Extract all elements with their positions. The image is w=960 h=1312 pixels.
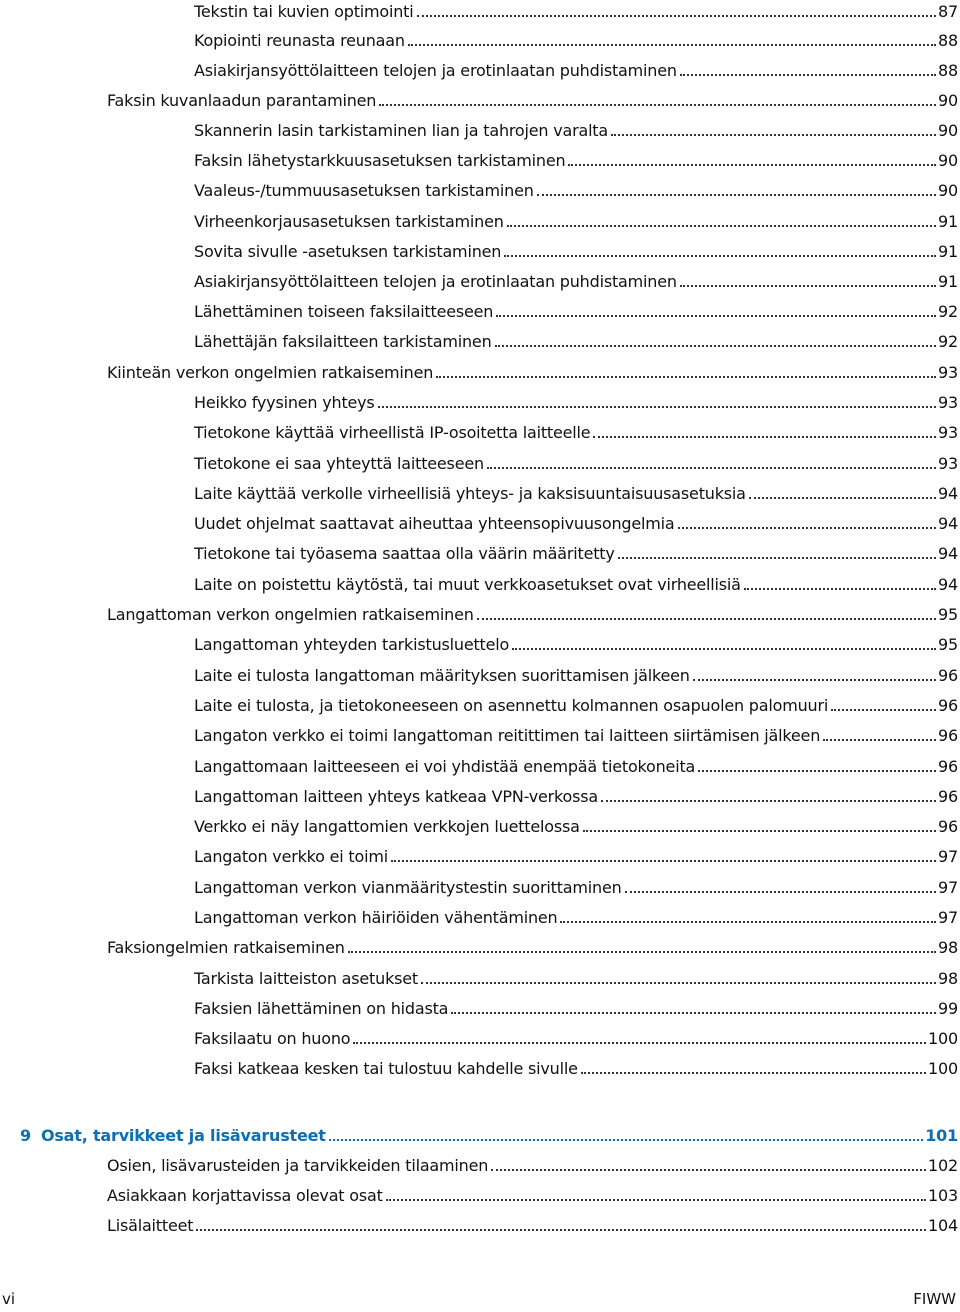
chapter-heading[interactable] xyxy=(20,1122,958,1148)
dot-leader xyxy=(831,709,936,711)
dot-leader xyxy=(496,315,936,317)
dot-leader xyxy=(378,406,936,408)
toc-entry[interactable] xyxy=(194,391,958,415)
toc-entry-page: 91 xyxy=(938,212,958,231)
toc-entry-page: 88 xyxy=(938,31,958,50)
dot-leader xyxy=(391,860,936,862)
dot-leader xyxy=(593,436,936,438)
dot-leader xyxy=(504,255,936,257)
toc-entry-title: Langattoman verkon vianmääritystestin suorittaminen xyxy=(194,878,622,897)
toc-entry-page: 104 xyxy=(928,1216,958,1235)
toc-entry-page: 96 xyxy=(938,757,958,776)
toc-entry-title: Vaaleus-/tummuusasetuksen tarkistaminen xyxy=(194,181,534,200)
toc-entry-page: 103 xyxy=(928,1186,958,1205)
toc-entry[interactable] xyxy=(194,29,958,53)
toc-entry-page: 93 xyxy=(938,423,958,442)
toc-entry[interactable] xyxy=(107,89,958,113)
dot-leader xyxy=(329,1139,923,1141)
toc-entry-title: Tietokone käyttää virheellistä IP-osoitetta laitteelle xyxy=(194,423,591,442)
dot-leader xyxy=(417,15,937,17)
chapter-number: 9 xyxy=(20,1125,31,1145)
toc-entry-page: 90 xyxy=(938,121,958,140)
toc-entry-page: 98 xyxy=(938,969,958,988)
toc-entry[interactable] xyxy=(194,876,958,900)
dot-leader xyxy=(568,164,936,166)
toc-entry-page: 96 xyxy=(938,726,958,745)
toc-entry-page: 96 xyxy=(938,666,958,685)
toc-entry[interactable] xyxy=(194,542,958,566)
dot-leader xyxy=(495,345,937,347)
toc-entry-page: 90 xyxy=(938,151,958,170)
toc-entry-page: 97 xyxy=(938,908,958,927)
dot-leader xyxy=(749,497,936,499)
toc-entry-title: Faksin lähetystarkkuusasetuksen tarkistaminen xyxy=(194,151,566,170)
toc-entry-title: Laite ei tulosta langattoman määrityksen suorittamisen jälkeen xyxy=(194,666,690,685)
toc-entry[interactable] xyxy=(194,482,958,506)
toc-entry[interactable] xyxy=(107,1154,958,1178)
toc-entry-title: Langattoman laitteen yhteys katkeaa VPN-verkossa xyxy=(194,787,599,806)
toc-entry-title: Langattomaan laitteeseen ei voi yhdistää enempää tietokoneita xyxy=(194,757,696,776)
toc-entry[interactable] xyxy=(194,967,958,991)
toc-entry[interactable] xyxy=(107,1184,958,1208)
dot-leader xyxy=(491,1169,926,1171)
dot-leader xyxy=(560,921,936,923)
toc-entry[interactable] xyxy=(107,936,958,960)
toc-entry-title: Lähettäminen toiseen faksilaitteeseen xyxy=(194,302,494,321)
toc-entry-page: 96 xyxy=(938,787,958,806)
toc-entry[interactable] xyxy=(194,664,958,688)
toc-entry-page: 87 xyxy=(938,2,958,21)
dot-leader xyxy=(693,679,936,681)
toc-entry-title: Faksilaatu on huono xyxy=(194,1029,351,1048)
toc-entry-title: Lähettäjän faksilaitteen tarkistaminen xyxy=(194,332,492,351)
toc-entry-page: 97 xyxy=(938,847,958,866)
toc-entry-title: Lisälaitteet xyxy=(107,1216,194,1235)
toc-entry-page: 91 xyxy=(938,272,958,291)
dot-leader xyxy=(408,44,936,46)
toc-entry-title: Tarkista laitteiston asetukset xyxy=(194,969,418,988)
dot-leader xyxy=(421,982,936,984)
toc-entry-page: 97 xyxy=(938,878,958,897)
toc-entry-title: Asiakkaan korjattavissa olevat osat xyxy=(107,1186,383,1205)
dot-leader xyxy=(487,467,936,469)
toc-entry-page: 99 xyxy=(938,999,958,1018)
toc-entry-title: Heikko fyysinen yhteys xyxy=(194,393,375,412)
dot-leader xyxy=(379,104,936,106)
toc-entry[interactable] xyxy=(194,210,958,234)
toc-entry[interactable] xyxy=(107,603,958,627)
dot-leader xyxy=(618,557,936,559)
footer-doc-code: FIWW xyxy=(913,1290,956,1308)
dot-leader xyxy=(386,1199,926,1201)
toc-entry-title: Langaton verkko ei toimi langattoman reitittimen tai laitteen siirtämisen jälkeen xyxy=(194,726,821,745)
toc-entry-page: 94 xyxy=(938,514,958,533)
dot-leader xyxy=(744,588,936,590)
toc-entry-page: 93 xyxy=(938,393,958,412)
footer-page-label: vi xyxy=(2,1290,16,1308)
toc-entry-title: Uudet ohjelmat saattavat aiheuttaa yhteensopivuusongelmia xyxy=(194,514,675,533)
toc-entry-title: Tietokone ei saa yhteyttä laitteeseen xyxy=(194,454,484,473)
toc-entry[interactable] xyxy=(194,452,958,476)
dot-leader xyxy=(507,225,936,227)
dot-leader xyxy=(348,951,936,953)
toc-entry-title: Tekstin tai kuvien optimointi xyxy=(194,2,414,21)
toc-entry-title: Skannerin lasin tarkistaminen lian ja tahrojen varalta xyxy=(194,121,608,140)
toc-entry-page: 94 xyxy=(938,484,958,503)
dot-leader xyxy=(601,800,936,802)
toc-entry-page: 96 xyxy=(938,817,958,836)
toc-entry-title: Laite ei tulosta, ja tietokoneeseen on asennettu kolmannen osapuolen palomuuri xyxy=(194,696,829,715)
toc-entry[interactable] xyxy=(194,724,958,748)
dot-leader xyxy=(625,891,937,893)
toc-entry[interactable] xyxy=(194,300,958,324)
toc-entry-title: Langattoman verkon häiriöiden vähentäminen xyxy=(194,908,558,927)
dot-leader xyxy=(581,1072,926,1074)
toc-entry-page: 88 xyxy=(938,61,958,80)
toc-entry[interactable] xyxy=(194,845,958,869)
toc-entry-title: Faksien lähettäminen on hidasta xyxy=(194,999,449,1018)
toc-entry-title: Faksiongelmien ratkaiseminen xyxy=(107,938,345,957)
toc-entry-title: Faksin kuvanlaadun parantaminen xyxy=(107,91,377,110)
toc-entry-page: 93 xyxy=(938,363,958,382)
dot-leader xyxy=(451,1012,936,1014)
toc-entry-page: 98 xyxy=(938,938,958,957)
toc-entry[interactable] xyxy=(194,330,958,354)
toc-entry[interactable] xyxy=(194,119,958,143)
toc-entry-page: 90 xyxy=(938,91,958,110)
toc-entry[interactable] xyxy=(194,421,958,445)
dot-leader xyxy=(583,830,936,832)
dot-leader xyxy=(698,770,936,772)
toc-entry-title: Kiinteän verkon ongelmien ratkaiseminen xyxy=(107,363,434,382)
toc-entry-page: 95 xyxy=(938,605,958,624)
toc-entry[interactable] xyxy=(194,59,958,83)
dot-leader xyxy=(196,1229,926,1231)
toc-entry[interactable] xyxy=(194,1027,958,1051)
toc-entry-page: 95 xyxy=(938,635,958,654)
dot-leader xyxy=(678,527,937,529)
toc-entry-page: 90 xyxy=(938,181,958,200)
toc-entry[interactable] xyxy=(194,240,958,264)
toc-entry[interactable] xyxy=(194,1057,958,1081)
toc-entry[interactable] xyxy=(107,1214,958,1238)
toc-entry-page: 92 xyxy=(938,332,958,351)
toc-entry[interactable] xyxy=(194,149,958,173)
toc-entry-page: 93 xyxy=(938,454,958,473)
toc-entry-title: Laite on poistettu käytöstä, tai muut verkkoasetukset ovat virheellisiä xyxy=(194,575,741,594)
toc-entry-page: 100 xyxy=(928,1029,958,1048)
dot-leader xyxy=(477,618,936,620)
toc-entry-title: Virheenkorjausasetuksen tarkistaminen xyxy=(194,212,504,231)
toc-entry[interactable] xyxy=(194,997,958,1021)
dot-leader xyxy=(680,74,936,76)
toc-entry[interactable] xyxy=(194,179,958,203)
toc-entry-page: 94 xyxy=(938,544,958,563)
chapter-title: Osat, tarvikkeet ja lisävarusteet xyxy=(40,1125,326,1145)
toc-entry-title: Laite käyttää verkolle virheellisiä yhteys- ja kaksisuuntaisuusasetuksia xyxy=(194,484,746,503)
chapter-page: 101 xyxy=(925,1125,958,1145)
toc-entry-title: Kopiointi reunasta reunaan xyxy=(194,31,405,50)
toc-entry[interactable] xyxy=(194,815,958,839)
toc-entry[interactable] xyxy=(194,633,958,657)
toc-entry[interactable] xyxy=(194,270,958,294)
dot-leader xyxy=(436,376,936,378)
toc-entry-title: Osien, lisävarusteiden ja tarvikkeiden tilaaminen xyxy=(107,1156,489,1175)
toc-entry-title: Faksi katkeaa kesken tai tulostuu kahdelle sivulle xyxy=(194,1059,578,1078)
dot-leader xyxy=(611,134,936,136)
toc-entry[interactable] xyxy=(107,361,958,385)
toc-entry-page: 96 xyxy=(938,696,958,715)
toc-entry-page: 92 xyxy=(938,302,958,321)
toc-entry[interactable] xyxy=(194,906,958,930)
toc-entry-title: Verkko ei näy langattomien verkkojen luettelossa xyxy=(194,817,580,836)
toc-entry-title: Langattoman yhteyden tarkistusluettelo xyxy=(194,635,510,654)
dot-leader xyxy=(680,285,936,287)
toc-entry-title: Tietokone tai työasema saattaa olla väärin määritetty xyxy=(194,544,615,563)
toc-entry-title: Asiakirjansyöttölaitteen telojen ja erotinlaatan puhdistaminen xyxy=(194,272,677,291)
toc-entry-page: 102 xyxy=(928,1156,958,1175)
dot-leader xyxy=(353,1042,926,1044)
toc-entry-page: 91 xyxy=(938,242,958,261)
dot-leader xyxy=(823,739,936,741)
toc-entry[interactable] xyxy=(194,512,958,536)
toc-entry-title: Langaton verkko ei toimi xyxy=(194,847,388,866)
toc-entry-title: Langattoman verkon ongelmien ratkaiseminen xyxy=(107,605,474,624)
toc-entry[interactable] xyxy=(194,0,958,24)
toc-entry[interactable] xyxy=(194,755,958,779)
toc-entry[interactable] xyxy=(194,694,958,718)
toc-entry-page: 94 xyxy=(938,575,958,594)
toc-entry-title: Asiakirjansyöttölaitteen telojen ja erotinlaatan puhdistaminen xyxy=(194,61,677,80)
toc-entry-page: 100 xyxy=(928,1059,958,1078)
toc-entry[interactable] xyxy=(194,573,958,597)
toc-entry[interactable] xyxy=(194,785,958,809)
toc-entry-title: Sovita sivulle -asetuksen tarkistaminen xyxy=(194,242,502,261)
dot-leader xyxy=(512,648,936,650)
dot-leader xyxy=(537,194,936,196)
